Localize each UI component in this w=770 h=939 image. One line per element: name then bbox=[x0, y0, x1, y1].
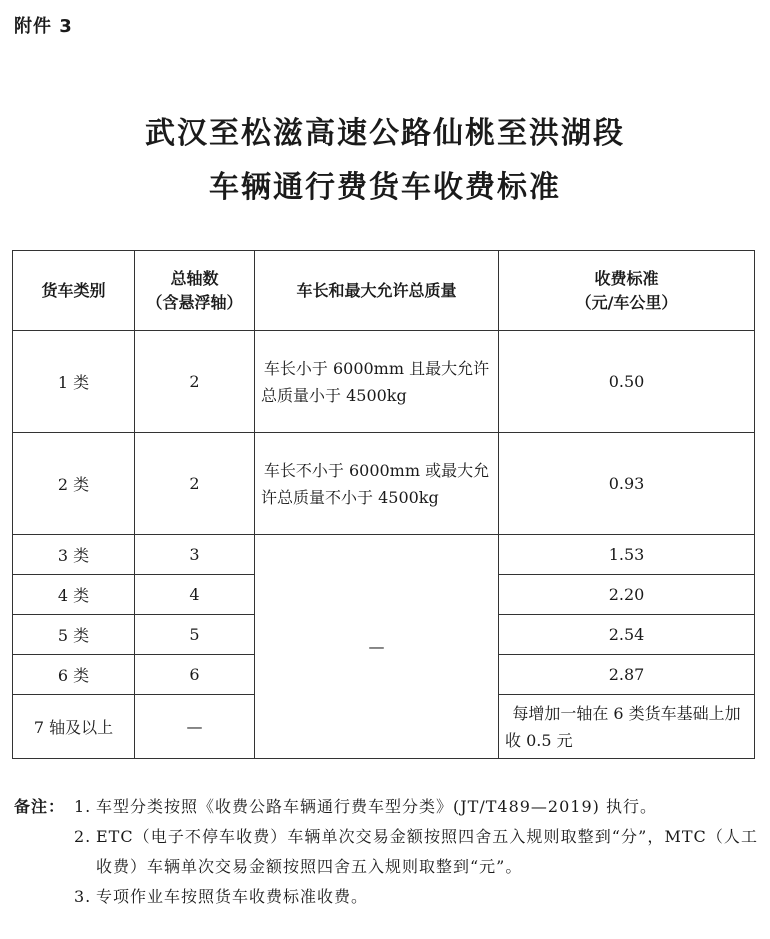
cell-axles: — bbox=[135, 695, 255, 759]
page-title-line1: 武汉至松滋高速公路仙桃至洪湖段 bbox=[145, 116, 625, 151]
note-text: 专项作业车按照货车收费标准收费。 bbox=[96, 887, 369, 906]
note-number: 2. bbox=[74, 827, 92, 846]
header-axles-line2: （含悬浮轴） bbox=[146, 292, 243, 312]
cell-category: 6 类 bbox=[13, 655, 135, 695]
note-text: 车型分类按照《收费公路车辆通行费车型分类》(JT/T489—2019) 执行。 bbox=[96, 797, 657, 816]
cell-rate: 1.53 bbox=[499, 535, 755, 575]
notes-label: 备注： bbox=[14, 797, 66, 816]
header-rate-line1: 收费标准 bbox=[594, 268, 659, 288]
page-title-line2: 车辆通行费货车收费标准 bbox=[209, 170, 561, 205]
cell-category: 7 轴及以上 bbox=[13, 695, 135, 759]
table-header-row bbox=[13, 251, 755, 331]
note-item bbox=[14, 822, 758, 882]
cell-axles: 5 bbox=[135, 615, 255, 655]
note-number: 1. bbox=[74, 797, 92, 816]
table-row bbox=[13, 535, 755, 575]
cell-rate: 每增加一轴在 6 类货车基础上加收 0.5 元 bbox=[499, 695, 755, 759]
cell-category: 5 类 bbox=[13, 615, 135, 655]
cell-axles: 4 bbox=[135, 575, 255, 615]
cell-category: 1 类 bbox=[13, 331, 135, 433]
note-item bbox=[14, 882, 758, 912]
table-row bbox=[13, 433, 755, 535]
cell-rate: 0.93 bbox=[499, 433, 755, 535]
header-rate-line2: （元/车公里） bbox=[575, 292, 678, 312]
table-row bbox=[13, 331, 755, 433]
fee-table bbox=[12, 250, 755, 759]
cell-axles: 2 bbox=[135, 331, 255, 433]
header-category: 货车类别 bbox=[13, 251, 135, 331]
header-rate bbox=[499, 251, 755, 331]
cell-spec-merged: — bbox=[255, 535, 499, 759]
cell-rate: 2.54 bbox=[499, 615, 755, 655]
cell-category: 3 类 bbox=[13, 535, 135, 575]
header-axles bbox=[135, 251, 255, 331]
cell-axles: 2 bbox=[135, 433, 255, 535]
cell-axles: 3 bbox=[135, 535, 255, 575]
cell-spec: 车长不小于 6000mm 或最大允许总质量不小于 4500kg bbox=[255, 433, 499, 535]
note-item bbox=[14, 792, 758, 822]
header-axles-line1: 总轴数 bbox=[170, 268, 219, 288]
cell-rate: 0.50 bbox=[499, 331, 755, 433]
attachment-label: 附件 3 bbox=[14, 16, 73, 37]
note-text: ETC（电子不停车收费）车辆单次交易金额按照四舍五入规则取整到“分”，MTC（人工收费）车辆单次交易金额按照四舍五入规则取整到“元”。 bbox=[96, 827, 758, 876]
cell-category: 2 类 bbox=[13, 433, 135, 535]
cell-rate: 2.20 bbox=[499, 575, 755, 615]
note-number: 3. bbox=[74, 887, 92, 906]
cell-axles: 6 bbox=[135, 655, 255, 695]
cell-rate: 2.87 bbox=[499, 655, 755, 695]
cell-category: 4 类 bbox=[13, 575, 135, 615]
notes-section bbox=[14, 792, 758, 912]
header-spec: 车长和最大允许总质量 bbox=[255, 251, 499, 331]
cell-spec: 车长小于 6000mm 且最大允许总质量小于 4500kg bbox=[255, 331, 499, 433]
